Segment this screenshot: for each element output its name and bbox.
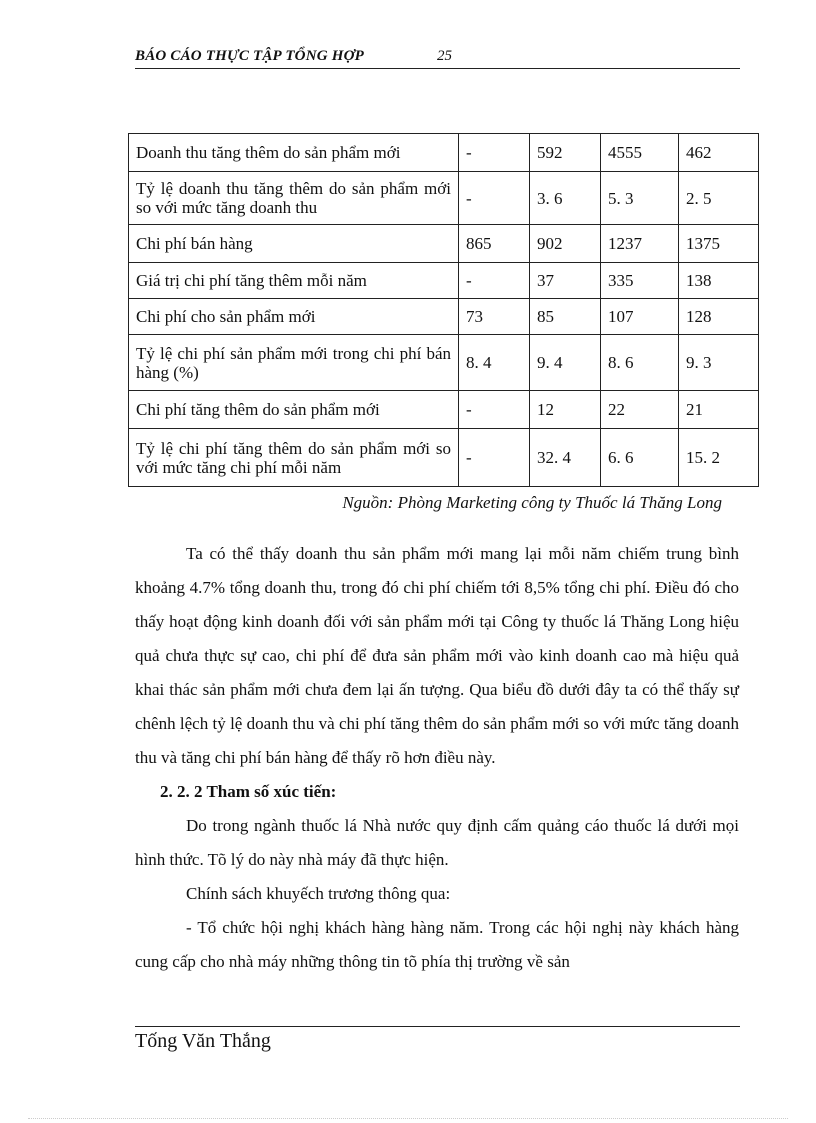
table-cell: 138 [679, 263, 759, 299]
row-label: Chi phí bán hàng [129, 225, 459, 263]
section-heading: 2. 2. 2 Tham số xúc tiến: [160, 782, 337, 801]
page-bottom-divider [28, 1118, 788, 1119]
table-cell: 1375 [679, 225, 759, 263]
table-cell: 32. 4 [530, 429, 601, 487]
table-cell: 902 [530, 225, 601, 263]
paragraph: Chính sách khuyếch trương thông qua: [186, 884, 451, 903]
table-row [129, 299, 759, 335]
author-name: Tống Văn Thắng [135, 1030, 271, 1052]
table-cell: 462 [679, 134, 759, 172]
row-label: Tỷ lệ chi phí sản phẩm mới trong chi phí bán hàng (%) [129, 335, 459, 391]
table-cell: 8. 4 [459, 335, 530, 391]
row-label: Chi phí tăng thêm do sản phẩm mới [129, 391, 459, 429]
table-row [129, 134, 759, 172]
table-row [129, 391, 759, 429]
table-row [129, 335, 759, 391]
table-cell: 5. 3 [601, 172, 679, 225]
table-cell: - [459, 429, 530, 487]
row-label: Doanh thu tăng thêm do sản phẩm mới [129, 134, 459, 172]
table-row [129, 225, 759, 263]
report-title: BÁO CÁO THỰC TẬP TỔNG HỢP [135, 48, 364, 64]
table-cell: 1237 [601, 225, 679, 263]
table-cell: 107 [601, 299, 679, 335]
table-cell: 3. 6 [530, 172, 601, 225]
row-label: Giá trị chi phí tăng thêm mỗi năm [129, 263, 459, 299]
table-cell: 9. 4 [530, 335, 601, 391]
table-cell: 73 [459, 299, 530, 335]
table-cell: 9. 3 [679, 335, 759, 391]
table-cell: - [459, 134, 530, 172]
table-cell: 4555 [601, 134, 679, 172]
data-table [128, 133, 759, 487]
table-row [129, 172, 759, 225]
table-cell: 335 [601, 263, 679, 299]
table-source-note: Nguồn: Phòng Marketing công ty Thuốc lá Thăng Long [342, 493, 722, 512]
table-cell: 128 [679, 299, 759, 335]
table-cell: 2. 5 [679, 172, 759, 225]
table-cell: 21 [679, 391, 759, 429]
paragraph: - Tổ chức hội nghị khách hàng hàng năm. Trong các hội nghị này khách hàng cung cấp cho nhà máy những thông tin tõ phía thị trường về sản [135, 918, 739, 971]
table-cell: 865 [459, 225, 530, 263]
table-cell: - [459, 391, 530, 429]
table-cell: - [459, 172, 530, 225]
table-cell: - [459, 263, 530, 299]
row-label: Tỷ lệ chi phí tăng thêm do sản phẩm mới so với mức tăng chi phí mỗi năm [129, 429, 459, 487]
table-cell: 37 [530, 263, 601, 299]
row-label: Tỷ lệ doanh thu tăng thêm do sản phẩm mới so với mức tăng doanh thu [129, 172, 459, 225]
table-cell: 592 [530, 134, 601, 172]
table-cell: 12 [530, 391, 601, 429]
table-row [129, 263, 759, 299]
table-cell: 85 [530, 299, 601, 335]
paragraph: Ta có thể thấy doanh thu sản phẩm mới mang lại mỗi năm chiếm trung bình khoảng 4.7% tổng doanh thu, trong đó chi phí chiếm tới 8,5% tổng chi phí. Điều đó cho thấy hoạt động kinh doanh đối với sản phẩm mới tại Công ty thuốc lá Thăng Long hiệu quả chưa thực sự cao, chi phí để đưa sản phẩm mới vào kinh doanh cao mà hiệu quả khai thác sản phẩm mới chưa đem lại ấn tượng. Qua biểu đồ dưới đây ta có thể thấy sự chênh lệch tỷ lệ doanh thu và chi phí tăng thêm do sản phẩm mới so với mức tăng doanh thu và tăng chi phí bán hàng để thấy rõ hơn điều này. [135, 544, 739, 767]
table-row [129, 429, 759, 487]
table-cell: 22 [601, 391, 679, 429]
paragraph: Do trong ngành thuốc lá Nhà nước quy định cấm quảng cáo thuốc lá dưới mọi hình thức. Tõ lý do này nhà máy đã thực hiện. [135, 816, 739, 869]
row-label: Chi phí cho sản phẩm mới [129, 299, 459, 335]
table-cell: 8. 6 [601, 335, 679, 391]
table-cell: 6. 6 [601, 429, 679, 487]
footer-divider [135, 1026, 740, 1027]
table-cell: 15. 2 [679, 429, 759, 487]
page-number: 25 [437, 48, 452, 64]
body-text [135, 537, 739, 979]
page-header [135, 48, 740, 69]
